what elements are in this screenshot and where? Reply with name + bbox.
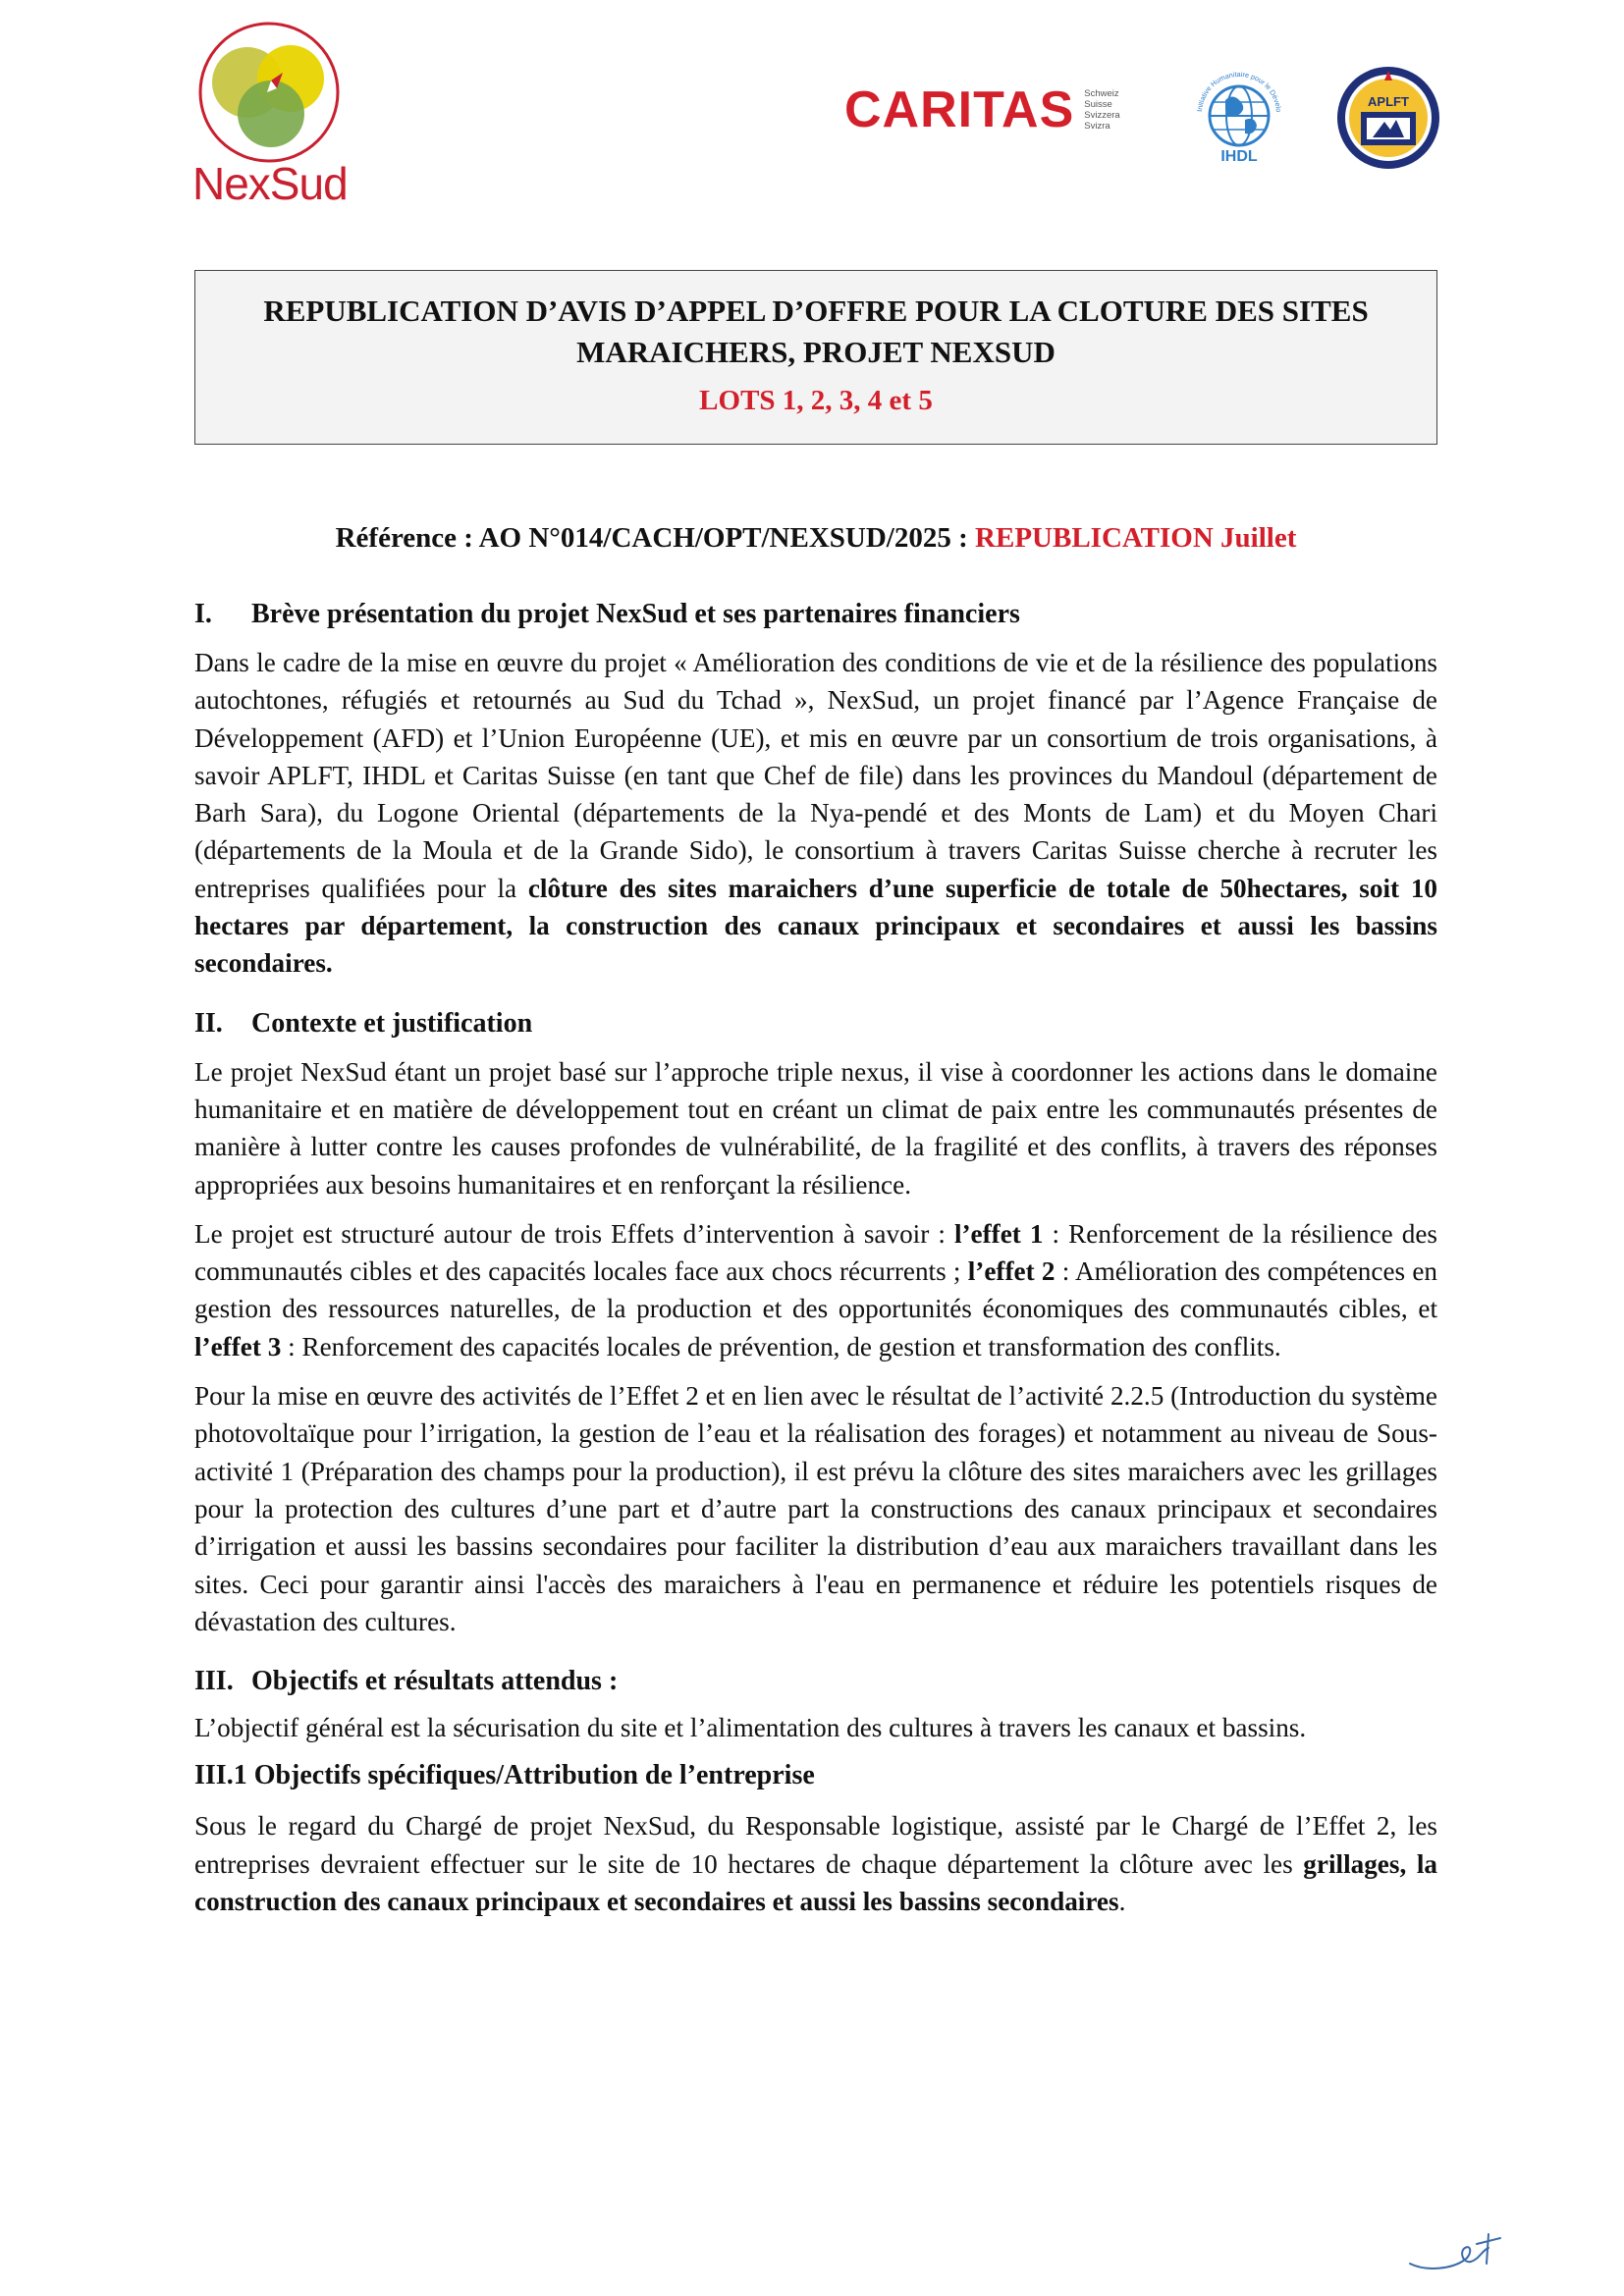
section-1-paragraph: Dans le cadre de la mise en œuvre du projet « Amélioration des conditions de vie et de la résilience des populations autochtones, réfugiés et retournés au Sud du Tchad », NexSud, un projet financé par l’Agence Française de Développement (AFD) et l’Union Européenne (UE), et mis en œuvre par un consortium de trois organisations, à savoir APLFT, IHDL et Caritas Suisse (en tant que Chef de file) dans les provinces du Mandoul (département de Barh Sara), du Logone Oriental (départements de la Nya-pendé et des Monts de Lam) et du Moyen Chari (départements de la Moula et de la Grande Sido), le consortium à travers Caritas Suisse cherche à recruter les entreprises qualifiées pour la clôture des sites maraichers d’une superficie de totale de 50hectares, soit 10 hectares par département, la construction des canaux principaux et secondaires et aussi les bassins secondaires. [194, 648, 1438, 979]
subsection-heading-3-1: III.1 Objectifs spécifiques/Attribution de l’entreprise [194, 1760, 815, 1791]
section-heading-3: III. Objectifs et résultats attendus : [194, 1666, 619, 1697]
aplft-logo [1333, 61, 1443, 175]
ihdl-logo [1190, 59, 1288, 167]
section-heading-2: II. Contexte et justification [194, 1007, 533, 1039]
reference-label: Référence : AO N°014/CACH/OPT/NEXSUD/2025 : [335, 522, 976, 554]
caritas-logo [844, 81, 1120, 138]
aplft-emblem-icon [1333, 61, 1443, 175]
reference-line [194, 522, 1437, 555]
caritas-logo-text: CARITAS [844, 81, 1075, 138]
ihdl-logo-text: IHDL [1220, 148, 1258, 165]
section-2-paragraph-3: Pour la mise en œuvre des activités de l’Effet 2 et en lien avec le résultat de l’activité 2.2.5 (Introduction du système photovoltaïque pour l’irrigation, la gestion de l’eau et la réalisation des forages) et notamment au niveau de Sous-activité 1 (Préparation des champs pour la production), il est prévu la clôture des sites maraichers avec les grillages pour la protection des cultures d’une part et d’autre part la constructions des canaux principaux et secondaires d’irrigation et aussi les bassins secondaires pour faciliter la distribution d’eau aux maraichers travaillant dans les sites. Ceci pour garantir ainsi l'accès des maraichers à l'eau en permanence et réduire les potentiels risques de dévastation des cultures. [194, 1381, 1437, 1636]
signature-mark [1406, 2220, 1508, 2275]
nexsud-logo-icon [189, 18, 355, 165]
title-box [194, 270, 1437, 445]
lots-subtitle: LOTS 1, 2, 3, 4 et 5 [699, 385, 933, 416]
nexsud-logo [189, 18, 355, 210]
aplft-logo-text: APLFT [1368, 94, 1409, 109]
ihdl-arc-text: Initiative Humanitaire pour le Dévelo [1195, 69, 1283, 113]
reference-highlight: REPUBLICATION Juillet [975, 522, 1297, 554]
section-2-paragraph-2: Le projet est structuré autour de trois Effets d’intervention à savoir : l’effet 1 : Renforcement de la résilience des communautés cibles et des capacités locales face aux chocs récurrents ; l’effet 2 : Amélioration des compétences en gestion des ressources naturelles, de la production et des opportunités économiques des communautés cibles, et l’effet 3 : Renforcement des capacités locales de prévention, de gestion et transformation des conflits. [194, 1218, 1438, 1362]
caritas-logo-languages: Schweiz Suisse Svizzera Svizra [1084, 88, 1120, 132]
section-heading-1: I. Brève présentation du projet NexSud et ses partenaires financiers [194, 599, 1020, 629]
section-3-paragraph-1: L’objectif général est la sécurisation du site et l’alimentation des cultures à travers les canaux et bassins. [194, 1713, 1307, 1743]
document-title: REPUBLICATION D’AVIS D’APPEL D’OFFRE POUR LA CLOTURE DES SITES MARAICHERS, PROJET NEXSUD [263, 294, 1369, 369]
nexsud-logo-text: NexSud [192, 158, 348, 209]
section-2-paragraph-1: Le projet NexSud étant un projet basé sur l’approche triple nexus, il vise à coordonner les actions dans le domaine humanitaire et en matière de développement tout en créant un climat de paix entre les communautés présentes de manière à lutter contre les causes profondes de vulnérabilité, de la fragilité et des conflits, à travers des réponses appropriées aux besoins humanitaires et en renforçant la résilience. [194, 1056, 1437, 1200]
ihdl-globe-icon [1190, 59, 1288, 167]
document-body [194, 589, 1437, 1920]
section-3-paragraph-2: Sous le regard du Chargé de projet NexSud, du Responsable logistique, assisté par le Chargé de l’Effet 2, les entreprises devraient effectuer sur le site de 10 hectares de chaque département la clôture avec les grillages, la construction des canaux principaux et secondaires et aussi les bassins secondaires. [194, 1811, 1438, 1917]
